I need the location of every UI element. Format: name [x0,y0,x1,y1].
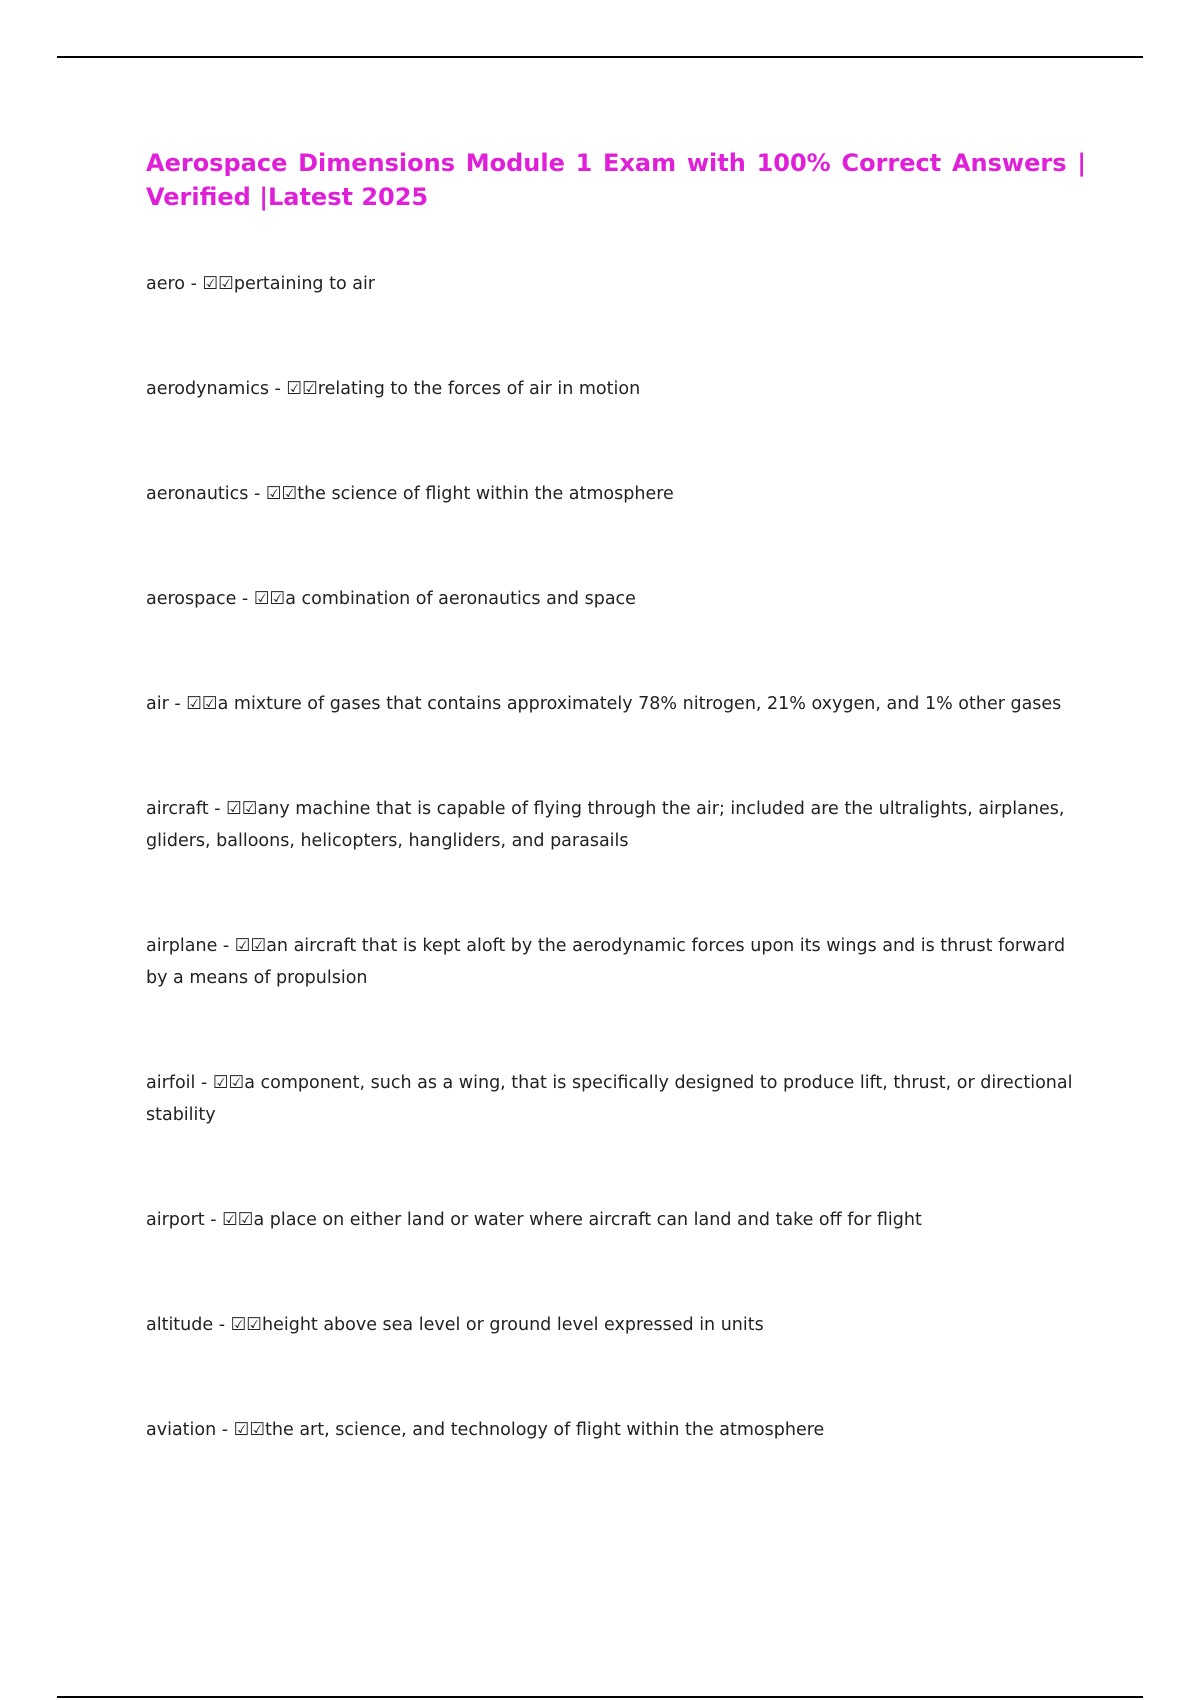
check-mark-icon: ☑☑ [286,379,318,399]
glossary-entry [146,688,1086,720]
entry-definition: the science of flight within the atmosphere [297,484,674,504]
entry-term: aircraft [146,799,209,819]
entry-term: aeronautics [146,484,249,504]
entry-term: aviation [146,1420,217,1440]
entry-definition: height above sea level or ground level expressed in units [261,1315,764,1335]
entry-separator: - [213,1315,231,1335]
check-mark-icon: ☑☑ [222,1210,254,1230]
check-mark-icon: ☑☑ [186,694,218,714]
entry-term: airport [146,1210,205,1230]
entry-separator: - [248,484,266,504]
entry-definition: pertaining to air [233,274,376,294]
entry-term: airfoil [146,1073,196,1093]
glossary-entry [146,1067,1086,1131]
check-mark-icon: ☑☑ [230,1315,262,1335]
glossary-entry [146,1204,1086,1236]
check-mark-icon: ☑☑ [212,1073,245,1093]
entry-definition: a combination of aeronautics and space [285,589,636,609]
document-title: Aerospace Dimensions Module 1 Exam with 100% Correct Answers | Verified |Latest 2025 [146,149,1086,211]
entry-separator: - [268,379,287,399]
entry-separator: - [168,694,187,714]
check-mark-icon: ☑☑ [253,589,286,609]
entry-definition: an aircraft that is kept aloft by the aerodynamic forces upon its wings and is thrust forward by a means of propulsion [146,936,1066,988]
entry-separator: - [185,274,203,294]
glossary-entry [146,1309,1086,1341]
entry-term: altitude [146,1315,214,1335]
glossary-entry [146,793,1086,857]
entry-separator: - [195,1073,213,1093]
entry-term: aerospace [146,589,237,609]
check-mark-icon: ☑☑ [265,484,298,504]
entry-definition: a component, such as a wing, that is specifically designed to produce lift, thrust, or directional stability [146,1073,1073,1125]
entry-separator: - [208,799,227,819]
entry-definition: the art, science, and technology of flight within the atmosphere [265,1420,825,1440]
entry-term: airplane [146,936,218,956]
entry-term: air [146,694,169,714]
bottom-rule [57,1696,1143,1698]
glossary-entry [146,930,1086,994]
entry-separator: - [216,1420,234,1440]
glossary-entry [146,1414,1086,1446]
entry-separator: - [204,1210,223,1230]
check-mark-icon: ☑☑ [226,799,258,819]
glossary-entry [146,583,1086,615]
entry-separator: - [217,936,235,956]
glossary-list [146,268,1086,1446]
entry-definition: any machine that is capable of flying through the air; included are the ultralights, airplanes, gliders, balloons, helicopters, hangliders, and parasails [146,799,1065,851]
glossary-entry [146,373,1086,405]
entry-term: aerodynamics [146,379,269,399]
check-mark-icon: ☑☑ [234,936,267,956]
entry-term: aero [146,274,186,294]
top-rule [57,56,1143,58]
entry-definition: relating to the forces of air in motion [317,379,641,399]
page-content [146,146,1086,1446]
check-mark-icon: ☑☑ [202,274,234,294]
entry-separator: - [236,589,254,609]
glossary-entry [146,268,1086,300]
entry-definition: a place on either land or water where aircraft can land and take off for flight [253,1210,922,1230]
entry-definition: a mixture of gases that contains approximately 78% nitrogen, 21% oxygen, and 1% other gases [217,694,1062,714]
check-mark-icon: ☑☑ [233,1420,266,1440]
glossary-entry [146,478,1086,510]
